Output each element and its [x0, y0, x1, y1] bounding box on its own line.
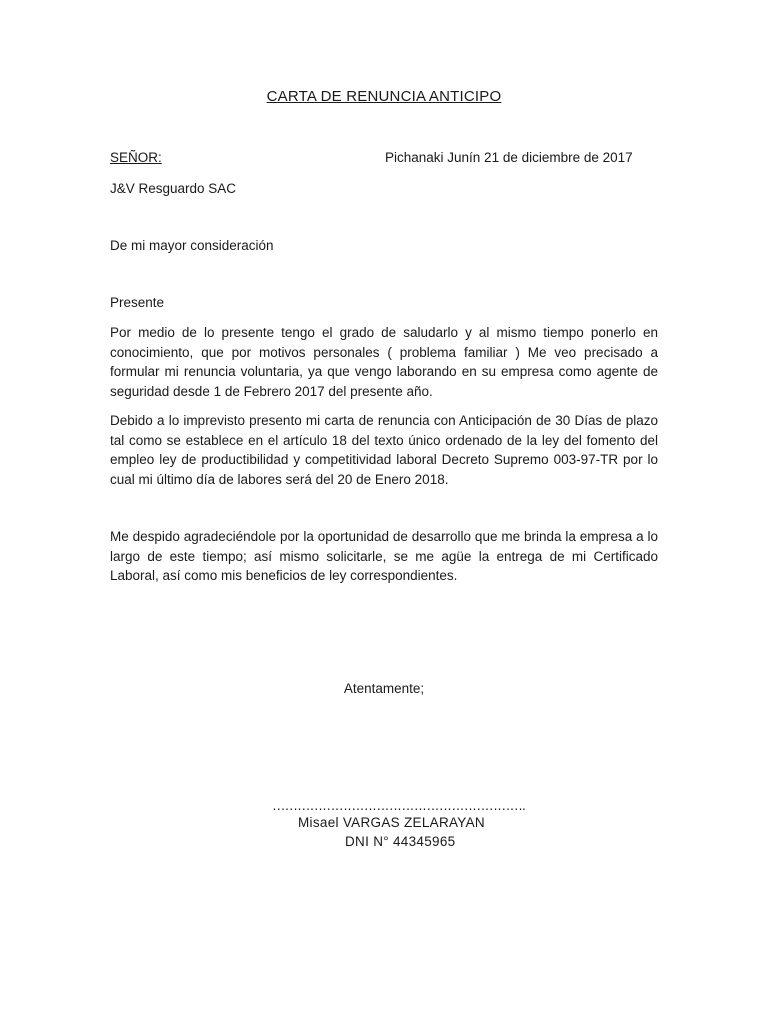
place-and-date: Pichanaki Junín 21 de diciembre de 2017 — [385, 150, 633, 165]
greeting: De mi mayor consideración — [110, 238, 274, 253]
closing-line — [0, 681, 768, 696]
body-paragraph-3: Me despido agradeciéndole por la oportunidad de desarrollo que me brinda la empresa a lo largo de este tiempo; así mismo solicitarle, se me agüe la entrega de mi Certificado Laboral, así como mis beneficios de ley correspondientes. — [110, 529, 658, 583]
addressee-label: SEÑOR: — [110, 150, 162, 165]
letter-title: CARTA DE RENUNCIA ANTICIPO — [266, 88, 502, 105]
body-paragraph-1: Por medio de lo presente tengo el grado de saludarlo y al mismo tiempo ponerlo en conocimiento, que por motivos personales ( problema familiar ) Me veo precisado a formular mi renuncia voluntaria, ya que vengo laborando en su empresa como agente de seguridad desde 1 de Febrero 2017 del presente año. — [110, 325, 658, 399]
signer-name: Misael VARGAS ZELARAYAN — [298, 815, 485, 830]
company-name: J&V Resguardo SAC — [110, 181, 237, 196]
signature-line: ……………………………………………………. — [272, 798, 525, 813]
presente-line: Presente — [110, 295, 165, 310]
signer-dni: DNI N° 44345965 — [345, 834, 456, 849]
closing-text: Atentamente; — [343, 681, 425, 696]
body-paragraph-2: Debido a lo imprevisto presento mi carta de renuncia con Anticipación de 30 Días de plazo tal como se establece en el artículo 18 del texto único ordenado de la ley del fomento del empleo ley de productibilidad y competitividad laboral Decreto Supremo 003-97-TR por lo cual mi último día de labores será del 20 de Enero 2018. — [110, 413, 658, 487]
